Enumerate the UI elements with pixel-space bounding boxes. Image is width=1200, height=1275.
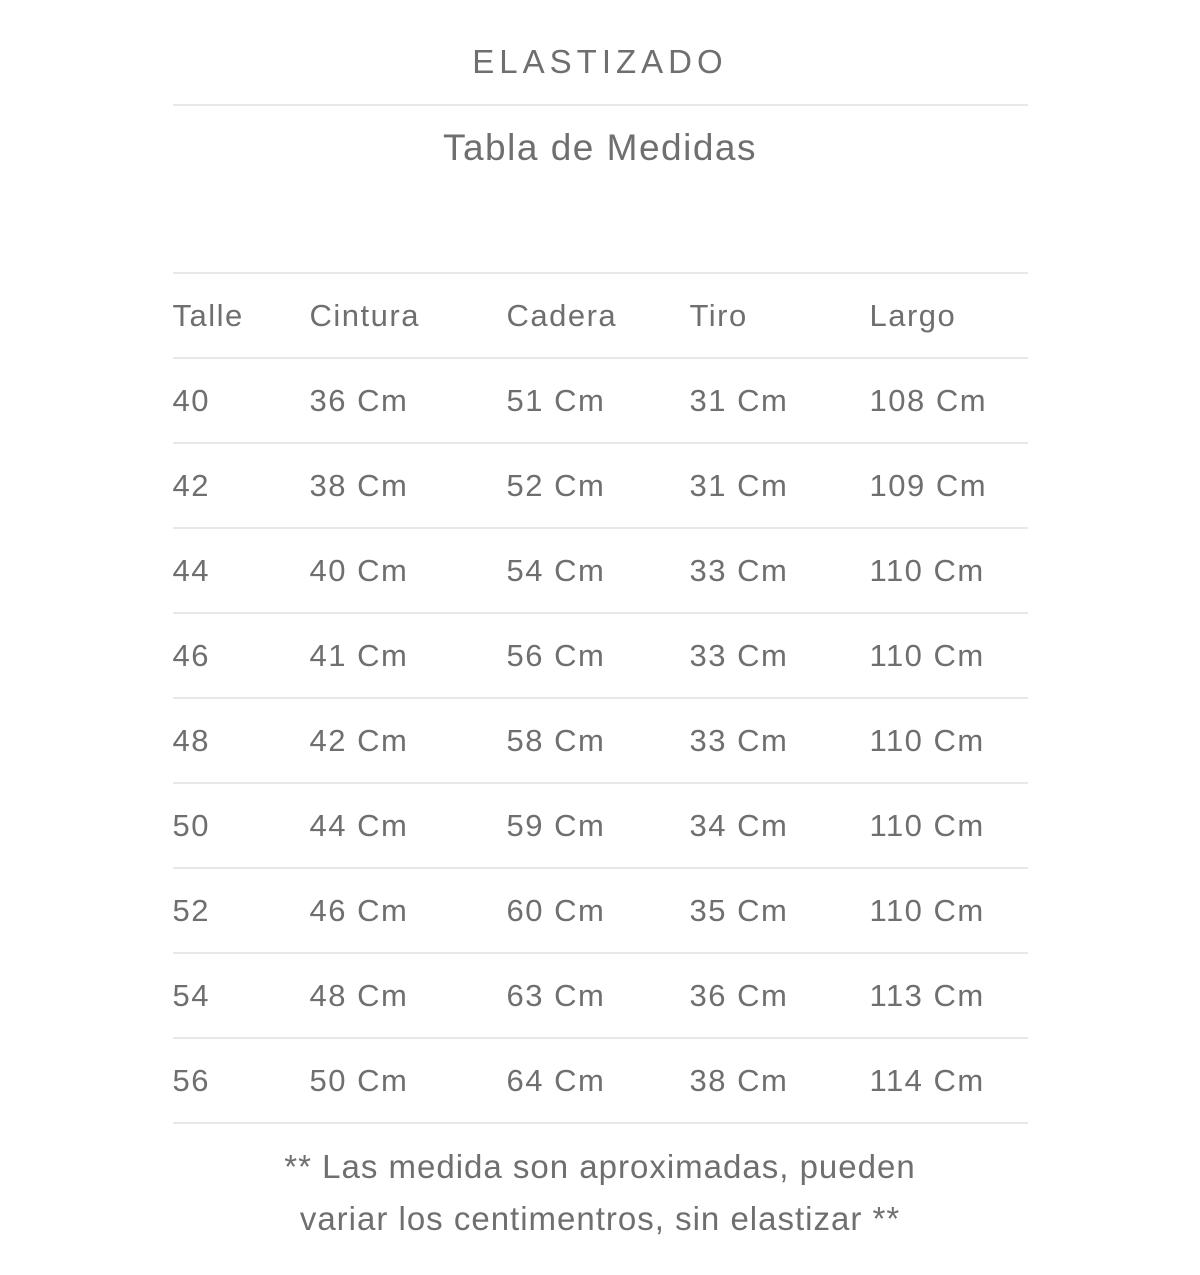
measurement-cell: 31 Cm xyxy=(689,467,789,503)
measurement-cell: 63 Cm xyxy=(506,977,606,1013)
table-header-row xyxy=(173,272,1028,357)
measurement-cell: 113 Cm xyxy=(869,977,985,1013)
measurement-cell: 56 Cm xyxy=(506,637,606,673)
measurement-cell: 36 Cm xyxy=(309,382,409,418)
measurement-cell: 50 Cm xyxy=(309,1062,409,1098)
table-row xyxy=(173,357,1028,442)
column-header: Tiro xyxy=(689,297,748,333)
measurements-disclaimer xyxy=(173,1141,1028,1245)
measurement-cell: 41 Cm xyxy=(309,637,409,673)
measurement-cell: 38 Cm xyxy=(309,467,409,503)
measurement-cell: 46 Cm xyxy=(309,892,409,928)
measurement-cell: 33 Cm xyxy=(689,722,789,758)
column-header: Cadera xyxy=(506,297,618,333)
table-row xyxy=(173,952,1028,1037)
measurement-cell: 58 Cm xyxy=(506,722,606,758)
table-body xyxy=(173,357,1028,1122)
measurement-cell: 42 Cm xyxy=(309,722,409,758)
measurement-cell: 60 Cm xyxy=(506,892,606,928)
table-title: Tabla de Medidas xyxy=(442,127,758,168)
size-cell: 40 xyxy=(172,382,210,418)
measurement-cell: 44 Cm xyxy=(309,807,409,843)
size-cell: 44 xyxy=(172,552,210,588)
measurement-cell: 110 Cm xyxy=(869,807,985,843)
table-row xyxy=(173,1037,1028,1122)
measurement-cell: 110 Cm xyxy=(869,892,985,928)
measurement-cell: 108 Cm xyxy=(869,382,988,418)
measurement-cell: 34 Cm xyxy=(689,807,789,843)
measurement-cell: 48 Cm xyxy=(309,977,409,1013)
measurement-cell: 35 Cm xyxy=(689,892,789,928)
table-row xyxy=(173,527,1028,612)
column-header: Largo xyxy=(869,297,957,333)
size-cell: 42 xyxy=(172,467,210,503)
table-row xyxy=(173,697,1028,782)
measurement-cell: 52 Cm xyxy=(506,467,606,503)
size-cell: 50 xyxy=(172,807,210,843)
column-header: Cintura xyxy=(309,297,420,333)
measurement-cell: 54 Cm xyxy=(506,552,606,588)
measurement-cell: 51 Cm xyxy=(506,382,606,418)
disclaimer-line-1: ** Las medida son aproximadas, pueden xyxy=(284,1148,916,1185)
measurement-cell: 109 Cm xyxy=(869,467,988,503)
variant-title: ELASTIZADO xyxy=(472,43,728,80)
measurement-cell: 38 Cm xyxy=(689,1062,789,1098)
table-row xyxy=(173,867,1028,952)
size-cell: 48 xyxy=(172,722,210,758)
table-row xyxy=(173,612,1028,697)
measurement-cell: 110 Cm xyxy=(869,552,985,588)
size-cell: 56 xyxy=(172,1062,210,1098)
size-cell: 54 xyxy=(172,977,210,1013)
disclaimer-line-2: variar los centimentros, sin elastizar ** xyxy=(299,1200,901,1237)
table-row xyxy=(173,782,1028,867)
column-header: Talle xyxy=(172,297,244,333)
measurement-cell: 110 Cm xyxy=(869,722,985,758)
table-row xyxy=(173,442,1028,527)
measurement-cell: 59 Cm xyxy=(506,807,606,843)
title-divider xyxy=(173,104,1028,106)
measurement-cell: 114 Cm xyxy=(869,1062,985,1098)
measurement-cell: 40 Cm xyxy=(309,552,409,588)
size-chart-panel xyxy=(173,0,1028,1245)
measurement-cell: 33 Cm xyxy=(689,637,789,673)
measurement-cell: 110 Cm xyxy=(869,637,985,673)
size-cell: 46 xyxy=(172,637,210,673)
measurement-cell: 64 Cm xyxy=(506,1062,606,1098)
size-cell: 52 xyxy=(172,892,210,928)
measurement-cell: 33 Cm xyxy=(689,552,789,588)
measurement-cell: 36 Cm xyxy=(689,977,789,1013)
measurements-table xyxy=(173,272,1028,1124)
measurement-cell: 31 Cm xyxy=(689,382,789,418)
